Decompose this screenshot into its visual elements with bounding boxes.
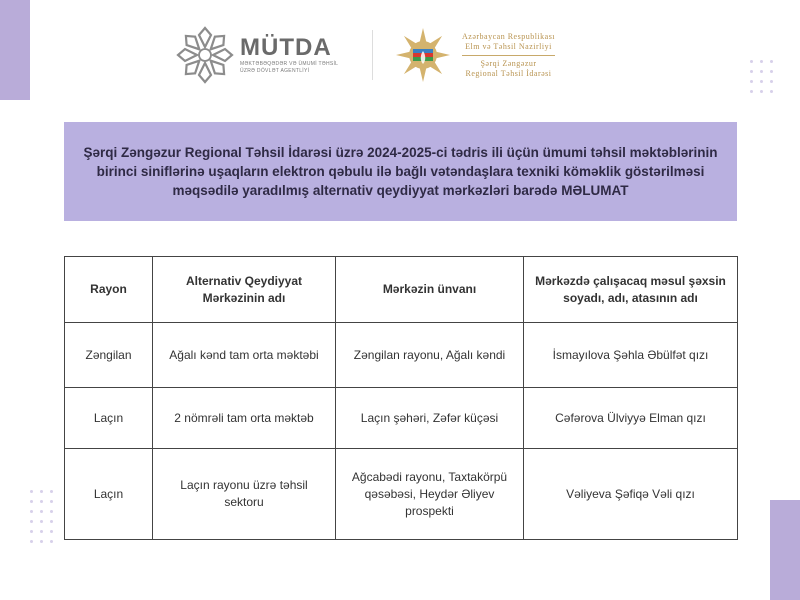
state-emblem-icon xyxy=(394,26,452,84)
ministry-country: Azərbaycan Respublikası xyxy=(462,31,556,41)
table-header-row xyxy=(65,257,738,323)
cell-responsible-person: Cəfərova Ülviyyə Elman qızı xyxy=(524,388,738,449)
dot-pattern-top-right xyxy=(750,60,773,93)
header-center-address: Mərkəzin ünvanı xyxy=(336,257,524,323)
regional-office-line2: Regional Təhsil İdarəsi xyxy=(465,68,552,78)
mutda-name: MÜTDA xyxy=(240,34,332,61)
corner-accent-top-left xyxy=(0,0,30,100)
cell-center-name: 2 nömrəli tam orta məktəb xyxy=(153,388,336,449)
mutda-subtitle-line1: MƏKTƏBƏQƏDƏR VƏ ÜMUMİ TƏHSİL xyxy=(240,61,339,67)
header-responsible-person: Mərkəzdə çalışacaq məsul şəxsin soyadı, adı, atasının adı xyxy=(524,257,738,323)
corner-accent-bottom-right xyxy=(770,500,800,600)
table-row xyxy=(65,388,738,449)
page-title: Şərqi Zəngəzur Regional Təhsil İdarəsi üzrə 2024-2025-ci tədris ili üçün ümumi təhsil məktəblərinin birinci siniflərinə uşaqların elektron qəbulu ilə bağlı vətəndaşlara texniki köməklik göstərilməsi məqsədilə yaradılmış alternativ qeydiyyat mərkəzləri barədə MƏLUMAT xyxy=(83,145,718,198)
table-row xyxy=(65,323,738,388)
logo-divider xyxy=(372,30,373,80)
regional-office-line1: Şərqi Zəngəzur xyxy=(480,58,537,68)
cell-rayon: Zəngilan xyxy=(65,323,153,388)
header-center-name: Alternativ Qeydiyyat Mərkəzinin adı xyxy=(153,257,336,323)
dot-pattern-bottom-left xyxy=(30,490,53,543)
header-rayon: Rayon xyxy=(65,257,153,323)
cell-rayon: Laçın xyxy=(65,388,153,449)
mutda-emblem-icon xyxy=(176,26,234,84)
cell-center-address: Laçın şəhəri, Zəfər küçəsi xyxy=(336,388,524,449)
mutda-logo xyxy=(176,24,351,86)
cell-rayon: Laçın xyxy=(65,449,153,540)
ministry-name: Elm və Təhsil Nazirliyi xyxy=(465,41,552,51)
cell-center-address: Zəngilan rayonu, Ağalı kəndi xyxy=(336,323,524,388)
ministry-separator xyxy=(462,55,555,56)
registration-centers-table xyxy=(64,256,738,540)
cell-center-address: Ağcabədi rayonu, Taxtakörpü qəsəbəsi, Heydər Əliyev prospekti xyxy=(336,449,524,540)
cell-center-name: Laçın rayonu üzrə təhsil sektoru xyxy=(153,449,336,540)
mutda-subtitle-line2: ÜZRƏ DÖVLƏT AGENTLİYİ xyxy=(240,68,310,74)
cell-responsible-person: İsmayılova Şəhla Əbülfət qızı xyxy=(524,323,738,388)
ministry-logo xyxy=(394,24,624,86)
cell-center-name: Ağalı kənd tam orta məktəbi xyxy=(153,323,336,388)
title-banner xyxy=(64,122,737,221)
cell-responsible-person: Vəliyeva Şəfiqə Vəli qızı xyxy=(524,449,738,540)
table-row xyxy=(65,449,738,540)
